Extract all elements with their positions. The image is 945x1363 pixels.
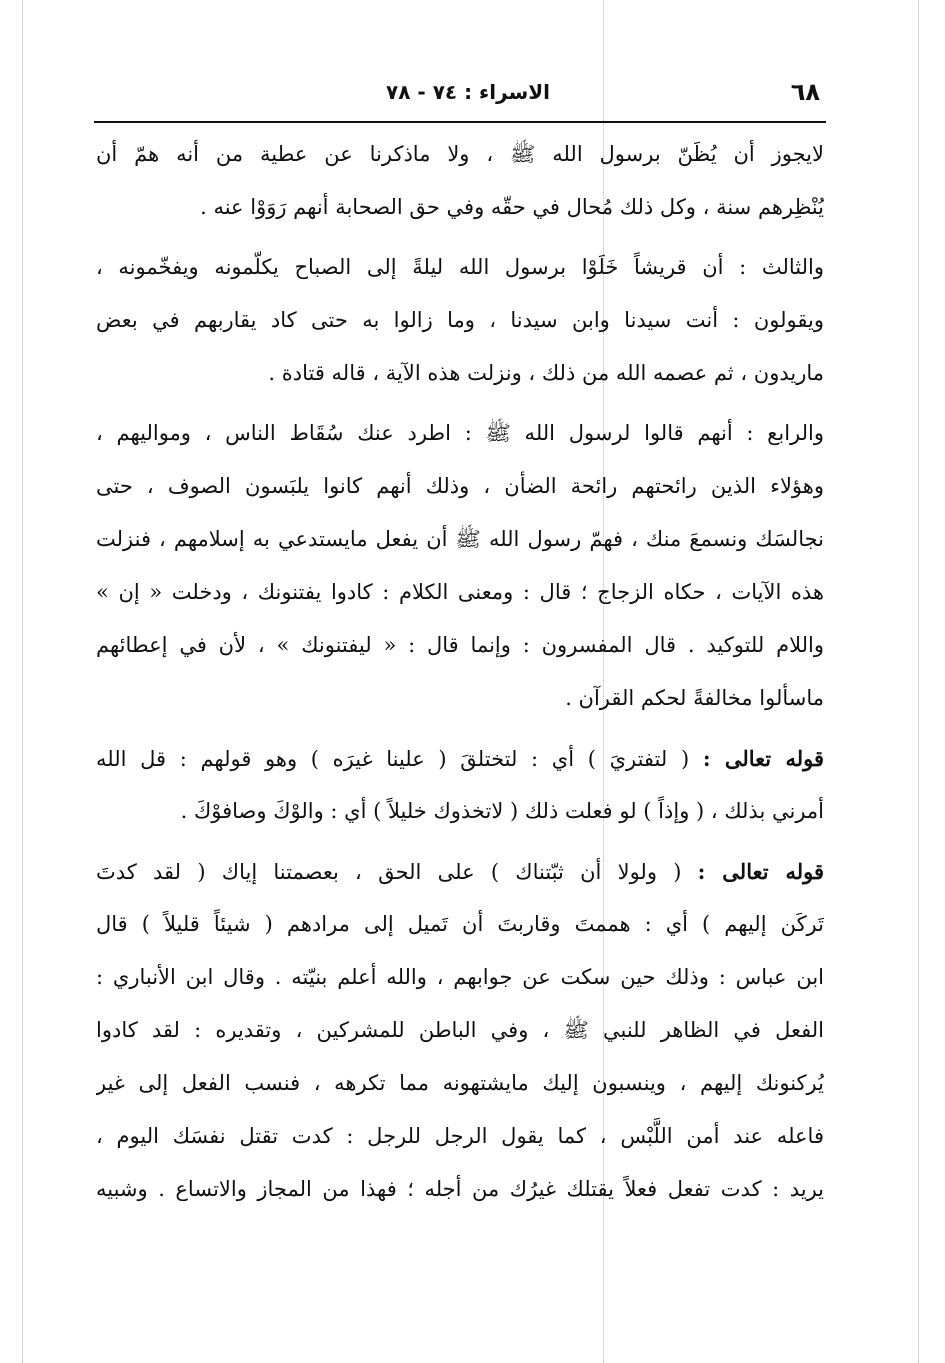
paragraph-gap [96,400,824,407]
scan-guide-left [22,0,23,1363]
text-line: نجالسَك ونسمعَ منك ، فهمّ رسول الله ﷺ أن يفعل مايستدعي به إسلامهم ، فنزلت [96,527,824,551]
scan-guide-right [918,0,919,1363]
text-line: أمرني بذلك ، ( وإذاً ) لو فعلت ذلك ( لاتخذوك خليلاً ) أي : والوْكَ وصافوْكَ . [180,799,824,823]
paragraph-gap [96,838,824,845]
paragraph-gap [96,725,824,732]
text-line: هذه الآيات ، حكاه الزجاج ؛ قال : ومعنى الكلام : كادوا يفتنونك ، ودخلت « إن » [96,580,824,604]
page-number: ٦٨ [790,78,820,106]
text-line: يُنْظِرهم سنة ، وكل ذلك مُحال في حقّه وفي حق الصحابة أنهم رَوَوْا عنه . [200,195,824,219]
text-body [96,128,824,1216]
text-line: الفعل في الظاهر للنبي ﷺ ، وفي الباطن للمشركين ، وتقديره : لقد كادوا [96,1018,824,1042]
verse-lead-label: قوله تعالى : [697,859,824,884]
text-line: فاعله عند أمن اللَّبْس ، كما يقول الرجل للرجل : كدت تقتل نفسَك اليوم ، [96,1124,824,1148]
text-line: ماريدون ، ثم عصمه الله من ذلك ، ونزلت هذه الآية ، قاله قتادة . [268,361,824,385]
text-line: لايجوز أن يُظَنّ برسول الله ﷺ ، ولا ماذكرنا عن عطية من أنه همّ أن [96,142,824,166]
text-line: وهؤلاء الذين رائحتهم رائحة الضأن ، وذلك أنهم كانوا يلبَسون الصوف ، حتى [96,474,824,498]
text-line: والثالث : أن قريشاً خَلَوْا برسول الله ليلةً إلى الصباح يكلّمونه ويفخّمونه ، [96,255,824,279]
text-line: ابن عباس : وذلك حين سكت عن جوابهم ، والله أعلم بنيّته . وقال ابن الأنباري : [96,965,824,989]
text-line: تَركَن إليهم ) أي : هممتَ وقاربتَ أن تَميل إلى مرادهم ( شيئاً قليلاً ) قال [96,912,824,936]
text-line: والرابع : أنهم قالوا لرسول الله ﷺ : اطرد عنك سُقَاط الناس ، ومواليهم ، [96,421,824,445]
header-rule [94,121,826,123]
verse-lead-label: قوله تعالى : [702,746,824,771]
text-line: قوله تعالى : ( ولولا أن ثبّتناك ) على الحق ، بعصمتنا إياك ( لقد كدتَ [96,859,824,884]
running-title: الاسراء : ٧٤ - ٧٨ [386,80,550,104]
page-header [100,78,820,118]
text-line: ماسألوا مخالفةً لحكم القرآن . [565,686,824,710]
text-line: قوله تعالى : ( لتفتريَ ) أي : لتختلقَ ( علينا غيرَه ) وهو قولهم : قل الله [96,746,824,771]
paragraph-gap [96,234,824,241]
text-line: واللام للتوكيد . قال المفسرون : وإنما قال : « ليفتنونك » ، لأن في إعطائهم [96,633,824,657]
text-line: يُركنونك إليهم ، وينسبون إليك مايشتهونه مما تكرهه ، فنسب الفعل إلى غير [96,1071,824,1095]
text-line: يريد : كدت تفعل فعلاً يقتلك غيرُك من أجله ؛ فهذا من المجاز والاتساع . وشبيه [96,1177,824,1201]
text-line: ويقولون : أنت سيدنا وابن سيدنا ، وما زالوا به حتى كاد يقاربهم في بعض [96,308,824,332]
